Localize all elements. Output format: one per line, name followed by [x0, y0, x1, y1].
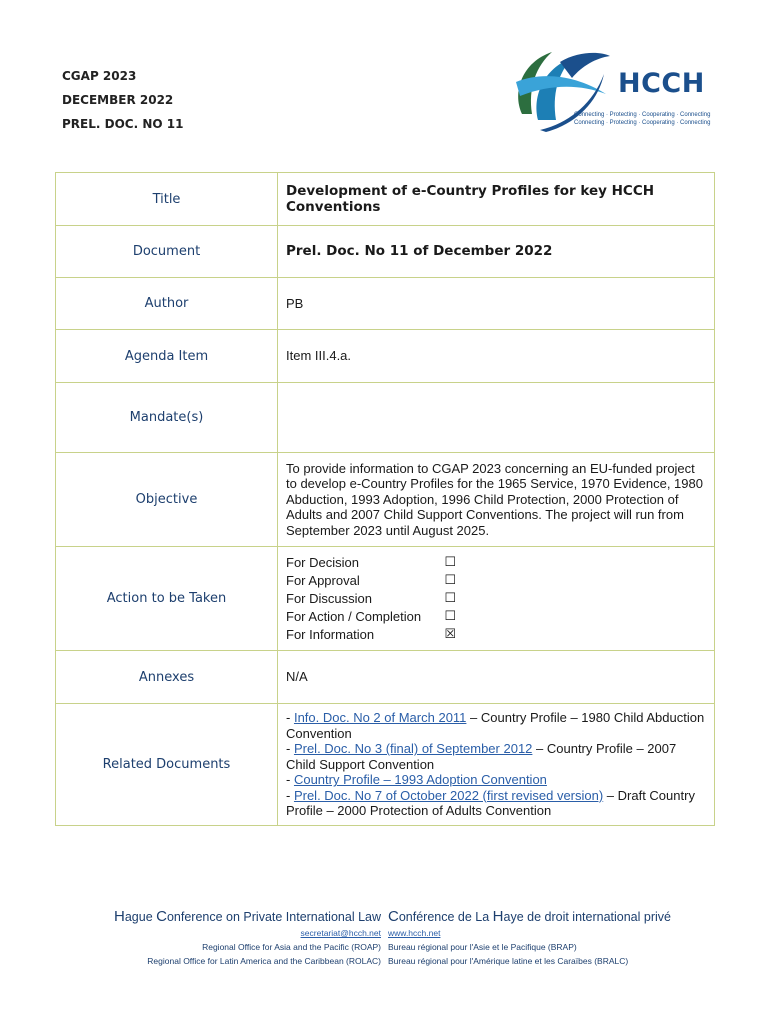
related-document-item [286, 741, 706, 772]
related-document-item [286, 710, 706, 741]
list-dash: - [286, 710, 294, 726]
footer-roap-fr: Bureau régional pour l'Asie et le Pacifique (BRAP) [388, 942, 577, 952]
document-header [62, 68, 183, 140]
footer-text: aye de droit international privé [503, 910, 671, 924]
table-row [56, 173, 715, 226]
table-row [56, 547, 715, 651]
mandate-label: Mandate(s) [56, 383, 278, 453]
footer-rolac-fr: Bureau régional pour l'Amérique latine et les Caraïbes (BRALC) [388, 956, 629, 966]
document-label: Document [56, 226, 278, 278]
annexes-value: N/A [278, 651, 715, 704]
checkbox-icon[interactable]: ☐ [444, 590, 456, 606]
action-option-label: For Approval [286, 572, 360, 588]
meeting-name: CGAP 2023 [62, 69, 137, 83]
document-text: Prel. Doc. No 11 of December 2022 [286, 243, 553, 260]
title-value [278, 173, 715, 226]
list-dash: - [286, 772, 294, 788]
author-label: Author [56, 278, 278, 330]
checkbox-icon[interactable]: ☐ [444, 554, 456, 570]
agenda-item-label: Agenda Item [56, 330, 278, 383]
table-row [56, 704, 715, 826]
mandate-value [278, 383, 715, 453]
related-document-description: – Country Profile – 1980 Child Abduction Convention [286, 710, 705, 741]
related-document-description: – Draft Country Profile – 2000 Protection of Adults Convention [286, 787, 695, 819]
related-document-link[interactable]: Country Profile – 1993 Adoption Convention [293, 772, 547, 788]
checkbox-icon[interactable]: ☐ [444, 608, 456, 624]
footer-text: onference on Private International Law [166, 910, 381, 924]
related-documents-value [278, 704, 715, 826]
cover-sheet-table [55, 172, 715, 826]
list-dash: - [286, 741, 294, 757]
table-row [56, 278, 715, 330]
footer-website-link[interactable]: www.hcch.net [388, 928, 441, 938]
agenda-item-value: Item III.4.a. [278, 330, 715, 383]
related-document-link[interactable]: Info. Doc. No 2 of March 2011 [293, 710, 467, 726]
table-row [56, 226, 715, 278]
table-row [56, 330, 715, 383]
related-documents-label: Related Documents [56, 704, 278, 826]
action-option-label: For Action / Completion [286, 608, 422, 624]
initial-letter: C [388, 908, 399, 925]
action-label: Action to be Taken [56, 547, 278, 651]
document-date: DECEMBER 2022 [62, 93, 174, 107]
objective-label: Objective [56, 453, 278, 547]
initial-letter: H [114, 908, 125, 925]
author-value: PB [278, 278, 715, 330]
footer-email-link[interactable]: secretariat@hcch.net [300, 928, 381, 938]
logo-tagline: Connecting · Protecting · Cooperating · Connecting [574, 120, 711, 126]
action-option-label: For Information [286, 626, 375, 642]
related-document-link[interactable]: Prel. Doc. No 7 of October 2022 (first revised version) [293, 787, 604, 803]
action-option-label: For Discussion [286, 590, 372, 606]
annexes-label: Annexes [56, 651, 278, 704]
document-reference: PREL. DOC. NO 11 [62, 117, 184, 131]
footer-text: ague [124, 910, 157, 924]
footer-roap-en: Regional Office for Asia and the Pacific (ROAP) [202, 942, 381, 952]
related-document-link[interactable]: Prel. Doc. No 3 (final) of September 2012 [293, 741, 533, 757]
table-row [56, 383, 715, 453]
initial-letter: C [156, 908, 167, 925]
footer-text: onférence de La [398, 910, 493, 924]
title-label: Title [56, 173, 278, 226]
logo-tagline: Connecting · Protecting · Cooperating · Connecting [574, 112, 711, 118]
checked-checkbox-icon[interactable]: ☒ [444, 626, 456, 642]
logo-wordmark: HCCH [618, 68, 705, 99]
table-row [56, 453, 715, 547]
action-option-label: For Decision [286, 554, 359, 570]
action-value [278, 547, 715, 651]
footer-name-english [114, 908, 381, 925]
action-checklist [286, 555, 456, 643]
hcch-logo [510, 44, 710, 134]
footer-name-french [388, 908, 671, 925]
related-document-item [286, 772, 706, 788]
checkbox-icon[interactable]: ☐ [444, 572, 456, 588]
list-dash: - [286, 787, 294, 803]
document-value [278, 226, 715, 278]
footer-rolac-en: Regional Office for Latin America and the Caribbean (ROLAC) [147, 956, 381, 966]
title-text: Development of e-Country Profiles for key HCCH Conventions [286, 182, 655, 215]
initial-letter: H [492, 908, 504, 925]
related-document-item [286, 788, 706, 819]
table-row [56, 651, 715, 704]
related-document-description: – Country Profile – 2007 Child Support Convention [286, 741, 677, 772]
objective-value: To provide information to CGAP 2023 concerning an EU-funded project to develop e-Country Profiles for the 1965 Service, 1970 Evidence, 1980 Abduction, 1993 Adoption, 1996 Child Protection, 2000 Protection of Adults and 2007 Child Support Conventions. The project will run from September 2023 until August 2025. [278, 453, 715, 547]
